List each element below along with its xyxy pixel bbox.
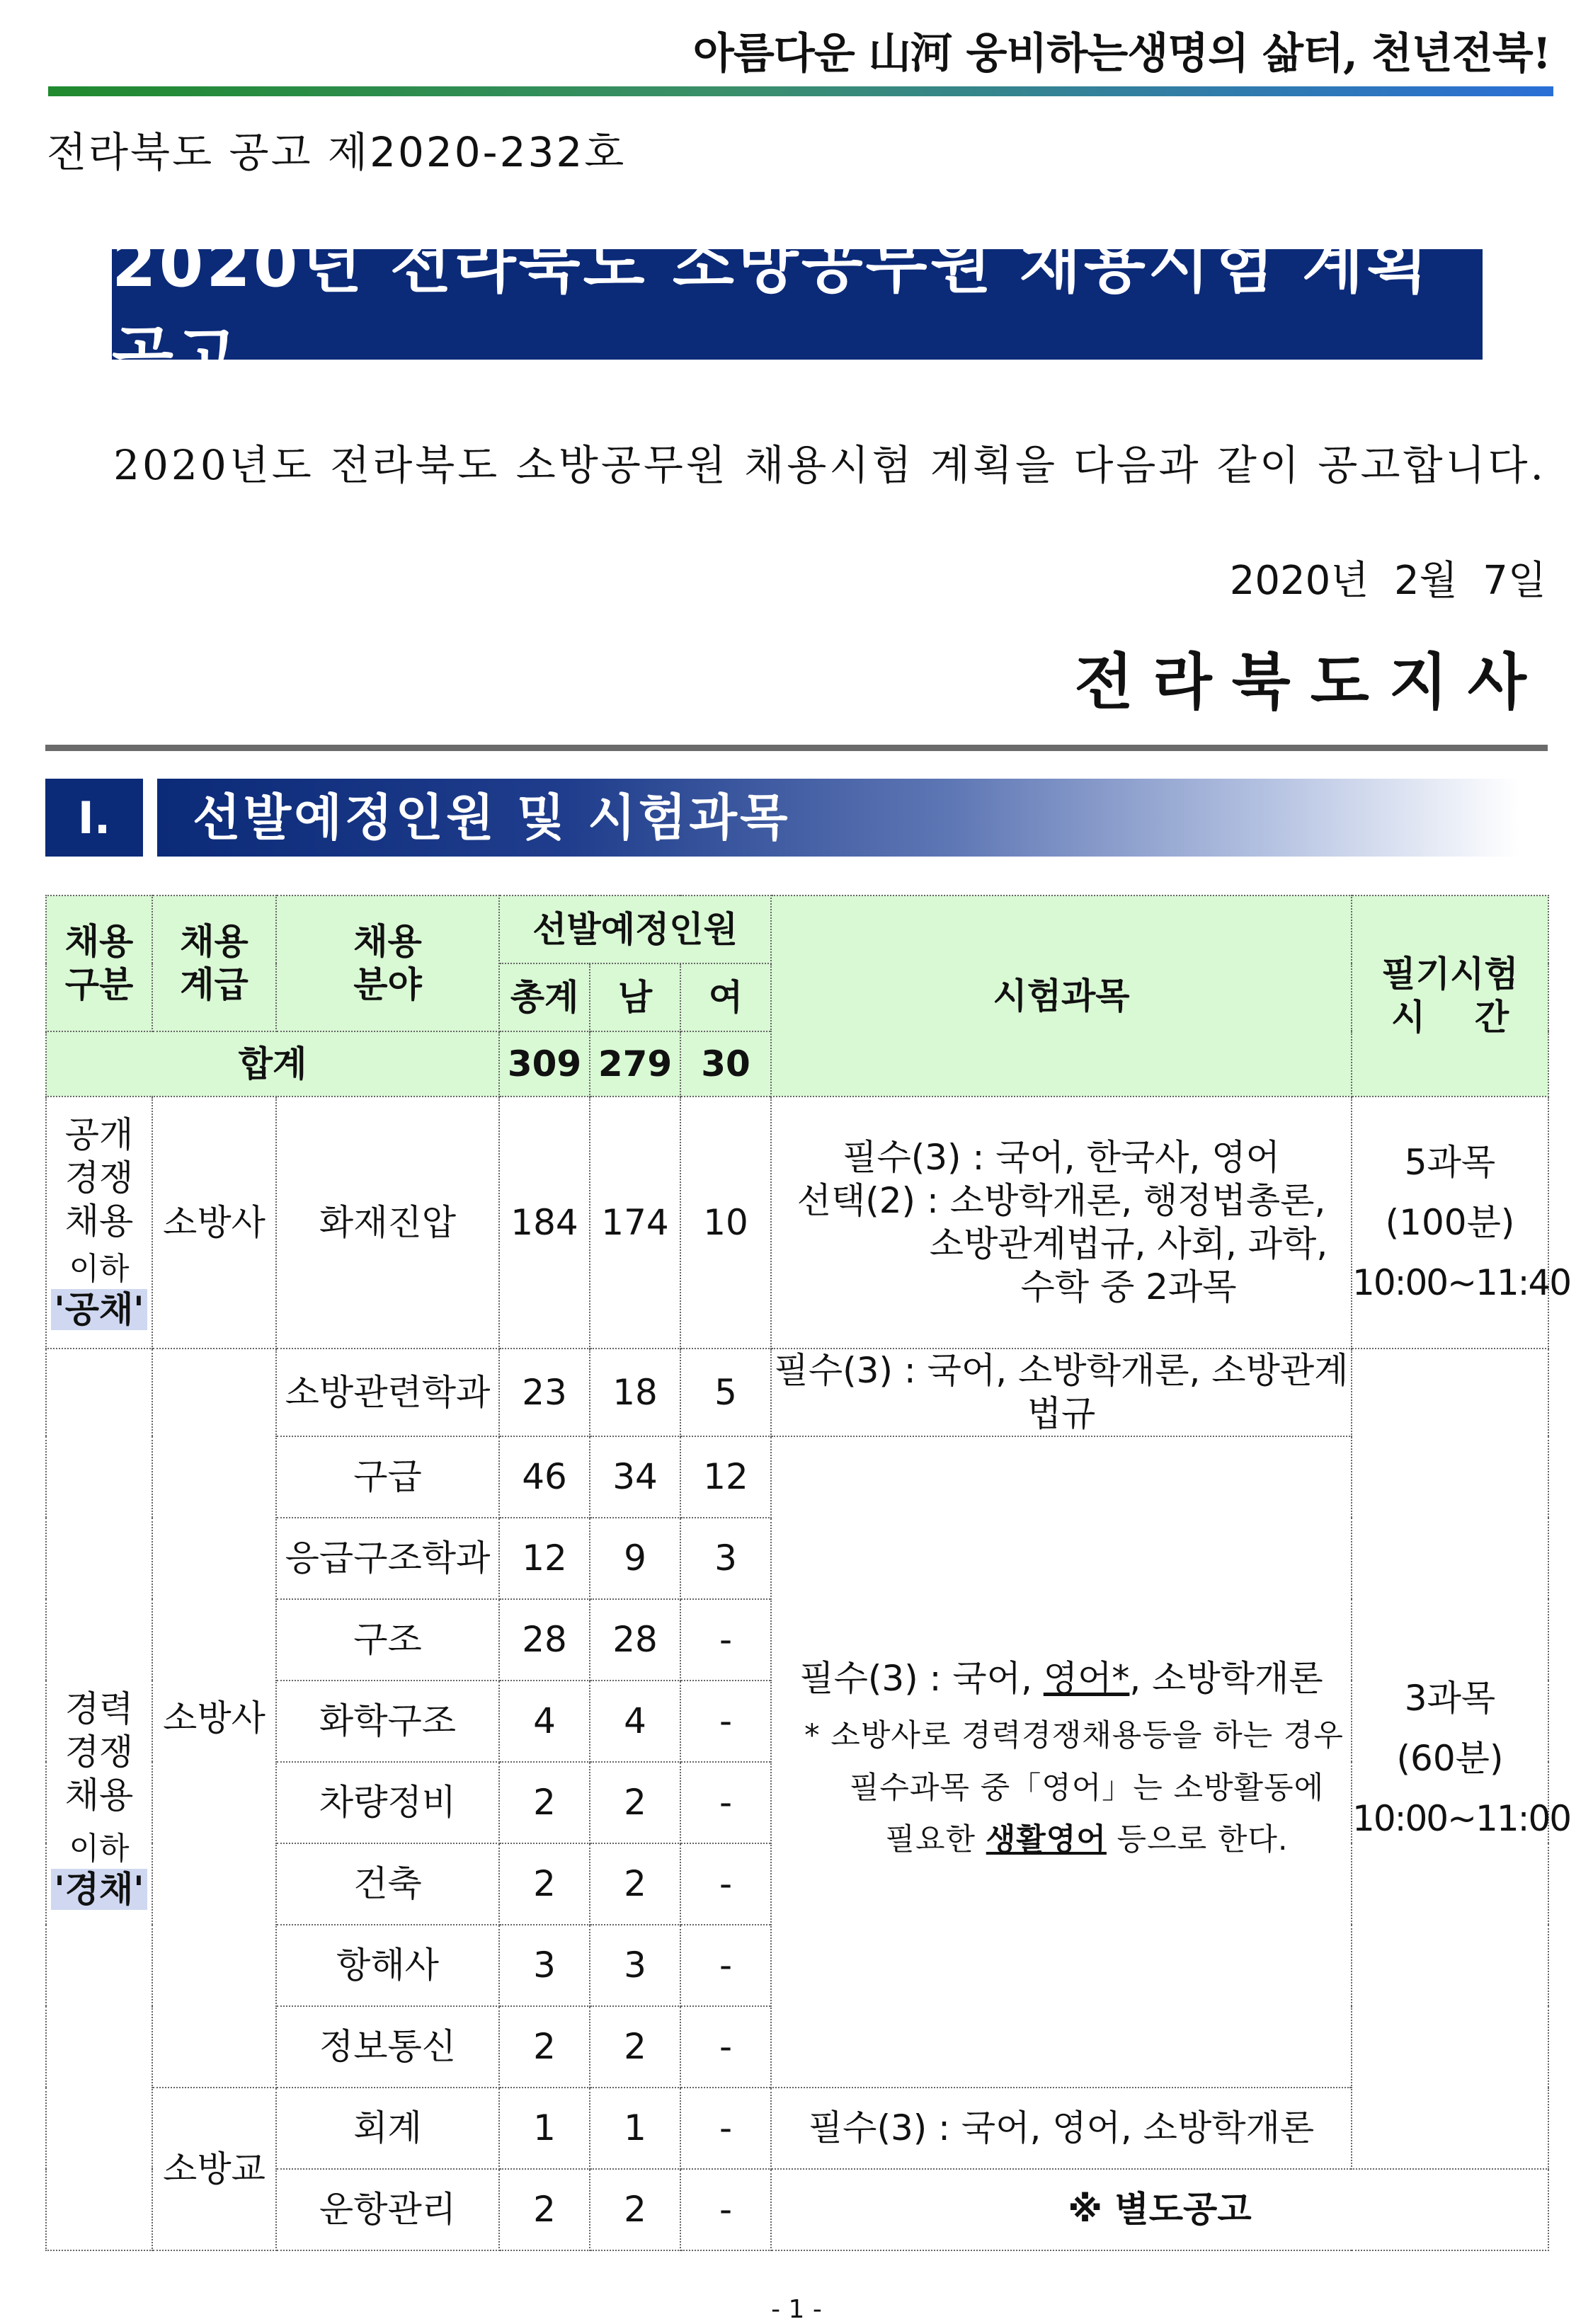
open-recruit-row <box>46 1097 1548 1349</box>
career-female: 12 <box>680 1436 771 1518</box>
career-field: 소방관련학과 <box>276 1349 499 1436</box>
career-total: 1 <box>499 2088 590 2169</box>
career-female: - <box>680 2169 771 2250</box>
table-row <box>46 1349 1548 1436</box>
career-time-range: 10:00~11:00 <box>1352 1798 1571 1839</box>
career-note-line-3-prefix: 필요한 <box>885 1822 986 1858</box>
career-female: - <box>680 2088 771 2169</box>
header-divider <box>48 86 1553 96</box>
open-grade: 소방사 <box>152 1097 276 1349</box>
career-note <box>772 1710 1351 1867</box>
career-female: - <box>680 1925 771 2006</box>
open-male: 174 <box>590 1097 680 1349</box>
career-field: 구조 <box>276 1599 499 1681</box>
career-subjects-b <box>771 1436 1352 2088</box>
career-male: 9 <box>590 1518 680 1599</box>
career-male: 2 <box>590 2169 680 2250</box>
open-subjects-elective: 선택(2) : 소방학개론, 행정법총론, <box>796 1180 1326 1221</box>
career-male: 2 <box>590 2006 680 2088</box>
career-total: 2 <box>499 2169 590 2250</box>
career-male: 2 <box>590 1843 680 1925</box>
page-number: - 1 - <box>771 2295 822 2324</box>
career-female: - <box>680 1762 771 1843</box>
open-field: 화재진압 <box>276 1097 499 1349</box>
career-male: 1 <box>590 2088 680 2169</box>
open-subjects <box>771 1097 1352 1349</box>
career-subjects-a: 필수(3) : 국어, 소방학개론, 소방관계법규 <box>771 1349 1352 1436</box>
career-male: 2 <box>590 1762 680 1843</box>
open-category <box>46 1097 152 1349</box>
career-total: 3 <box>499 1925 590 2006</box>
header-female: 여 <box>680 963 771 1031</box>
career-female: - <box>680 1843 771 1925</box>
career-male: 18 <box>590 1349 680 1436</box>
career-female: - <box>680 1599 771 1681</box>
career-total: 2 <box>499 1762 590 1843</box>
career-field: 항해사 <box>276 1925 499 2006</box>
open-time-minutes: (100분) <box>1385 1201 1515 1243</box>
open-exam-time <box>1352 1097 1571 1349</box>
career-field: 건축 <box>276 1843 499 1925</box>
career-subjects-b-english: 영어* <box>1043 1657 1130 1699</box>
open-category-label: 공개 경쟁 채용 <box>64 1114 134 1242</box>
career-male: 34 <box>590 1436 680 1518</box>
career-subjects-b-prefix: 필수(3) : 국어, <box>799 1657 1044 1699</box>
section-divider <box>45 745 1548 751</box>
header-field: 채용 분야 <box>276 895 499 1031</box>
career-female: - <box>680 2006 771 2088</box>
career-category <box>46 1349 152 2250</box>
header-slogan: 아름다운 山河 웅비하는생명의 삶터, 천년전북! <box>692 29 1551 79</box>
open-female: 10 <box>680 1097 771 1349</box>
career-subjects-c: 필수(3) : 국어, 영어, 소방학개론 <box>771 2088 1352 2169</box>
career-field: 정보통신 <box>276 2006 499 2088</box>
issuer-signature: 전라북도지사 <box>1074 646 1546 718</box>
career-field: 구급 <box>276 1436 499 1518</box>
career-note-line-3 <box>797 1814 1351 1867</box>
career-female: - <box>680 1681 771 1762</box>
career-field: 응급구조학과 <box>276 1518 499 1599</box>
career-total: 12 <box>499 1518 590 1599</box>
sum-male: 279 <box>590 1031 680 1097</box>
career-male: 3 <box>590 1925 680 2006</box>
career-female: 5 <box>680 1349 771 1436</box>
career-note-line-2: 필수과목 중「영어」는 소방활동에 <box>849 1770 1325 1806</box>
career-total: 23 <box>499 1349 590 1436</box>
header-grade: 채용 계급 <box>152 895 276 1031</box>
career-grade-b: 소방교 <box>152 2088 276 2250</box>
career-male: 4 <box>590 1681 680 1762</box>
header-exam-time: 필기시험 시 간 <box>1352 895 1548 1097</box>
career-abbr: '경채' <box>51 1869 147 1910</box>
career-subjects-d: ※ 별도공고 <box>771 2169 1548 2250</box>
section-title: 선발예정인원 및 시험과목 <box>193 789 791 847</box>
career-subjects-b-line <box>772 1657 1351 1700</box>
open-total: 184 <box>499 1097 590 1349</box>
open-subjects-elective-3: 수학 중 2과목 <box>1020 1266 1237 1307</box>
open-abbr: '공채' <box>51 1289 147 1330</box>
career-male: 28 <box>590 1599 680 1681</box>
career-total: 28 <box>499 1599 590 1681</box>
open-time-range: 10:00~11:40 <box>1352 1261 1571 1303</box>
career-exam-time <box>1352 1349 1571 2169</box>
career-total: 2 <box>499 2006 590 2088</box>
announcement-date: 2020년 2월 7일 <box>1229 558 1546 604</box>
career-abbr-prefix: 이하 <box>69 1831 130 1867</box>
table-row <box>46 2088 1548 2169</box>
intro-text: 2020년도 전라북도 소방공무원 채용시험 계획을 다음과 같이 공고합니다. <box>113 441 1546 489</box>
career-grade-a: 소방사 <box>152 1349 276 2088</box>
sum-label: 합계 <box>46 1031 499 1097</box>
sum-total: 309 <box>499 1031 590 1097</box>
career-total: 4 <box>499 1681 590 1762</box>
career-field: 회계 <box>276 2088 499 2169</box>
document-title: 2020년 전라북도 소방공무원 채용시험 계획 공고 <box>112 249 1483 360</box>
career-field: 운항관리 <box>276 2169 499 2250</box>
career-time-count: 3과목 <box>1404 1678 1496 1719</box>
header-category: 채용 구분 <box>46 895 152 1031</box>
header-total: 총계 <box>499 963 590 1031</box>
recruitment-table <box>45 895 1571 2251</box>
career-field: 화학구조 <box>276 1681 499 1762</box>
career-time-minutes: (60분) <box>1396 1738 1504 1779</box>
sum-female: 30 <box>680 1031 771 1097</box>
notice-number: 전라북도 공고 제2020-232호 <box>47 128 627 176</box>
career-subjects-b-suffix: , 소방학개론 <box>1129 1657 1323 1699</box>
header-row <box>46 895 1548 963</box>
open-time-count: 5과목 <box>1404 1141 1496 1183</box>
career-total: 46 <box>499 1436 590 1518</box>
career-total: 2 <box>499 1843 590 1925</box>
career-category-label: 경력 경쟁 채용 <box>64 1688 134 1816</box>
open-subjects-elective-2: 소방관계법규, 사회, 과학, <box>929 1223 1328 1264</box>
section-number: Ⅰ. <box>45 779 143 857</box>
career-female: 3 <box>680 1518 771 1599</box>
career-field: 차량정비 <box>276 1762 499 1843</box>
career-note-line-1: * 소방사로 경력경쟁채용등을 하는 경우 <box>804 1717 1344 1753</box>
header-subjects: 시험과목 <box>771 895 1352 1097</box>
open-abbr-prefix: 이하 <box>69 1251 130 1288</box>
open-subjects-required: 필수(3) : 국어, 한국사, 영어 <box>843 1137 1280 1178</box>
career-note-emphasis: 생활영어 <box>986 1822 1107 1858</box>
header-quota: 선발예정인원 <box>499 895 771 963</box>
header-male: 남 <box>590 963 680 1031</box>
career-note-line-3-suffix: 등으로 한다. <box>1106 1822 1289 1858</box>
